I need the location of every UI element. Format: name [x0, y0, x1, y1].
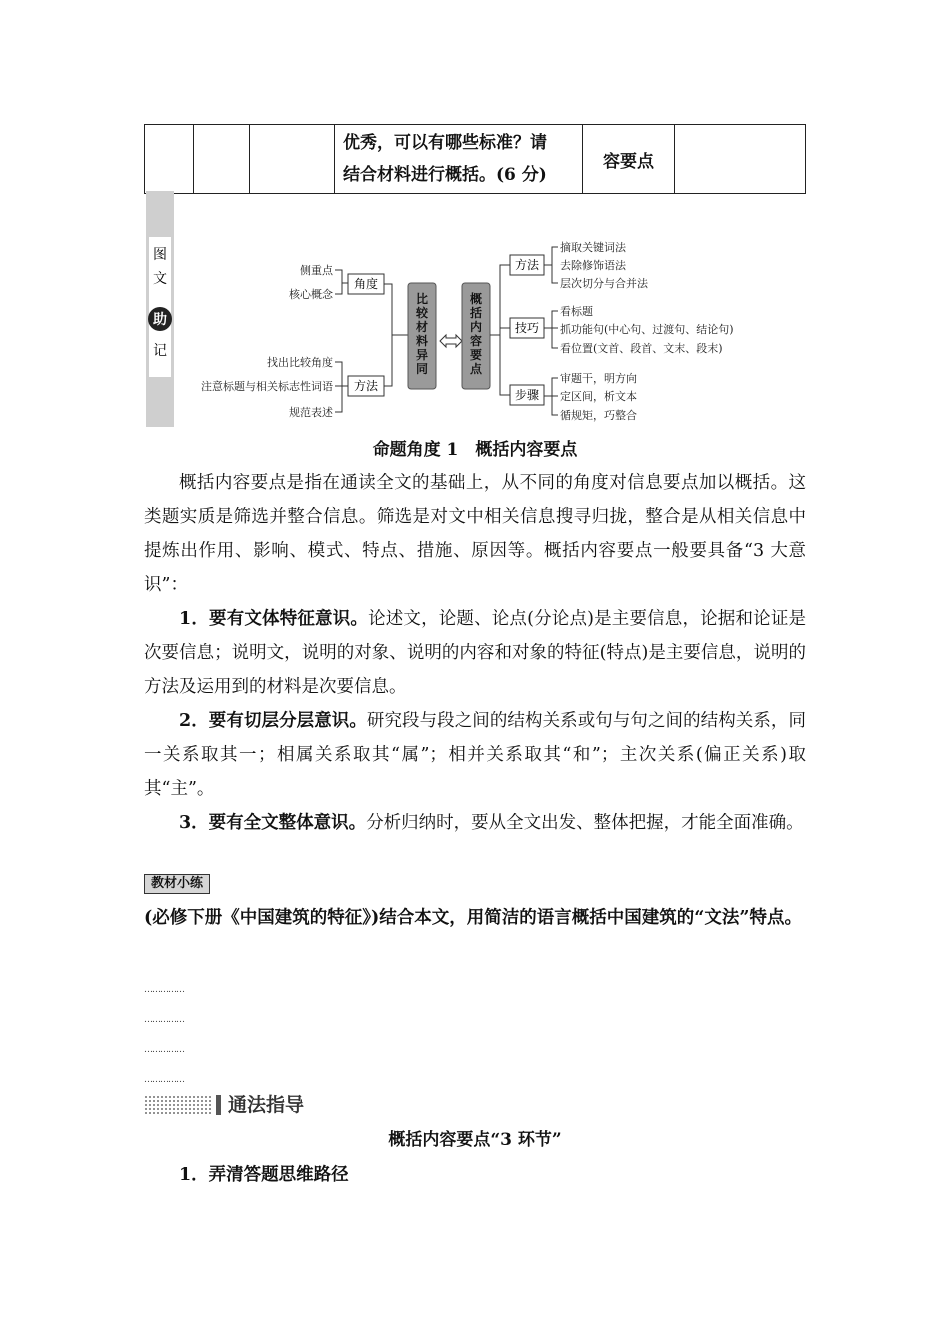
node-summarize-char: 点: [469, 362, 483, 376]
node-compare-char: 比: [415, 292, 429, 306]
subsection-title: 概括内容要点“3 环节”: [388, 1130, 562, 1150]
question-line-2: 结合材料进行概括。(6 分): [343, 165, 547, 185]
exercise-tag: 教材小练: [144, 874, 210, 894]
mind-map-diagram: [146, 191, 786, 429]
side-label-char: 文: [153, 271, 167, 287]
right-item: 看标题: [560, 305, 593, 318]
answer-line[interactable]: ……………: [144, 1075, 184, 1085]
right-item: 层次切分与合并法: [560, 277, 648, 290]
answer-line[interactable]: ……………: [144, 985, 184, 995]
exercise-text: [144, 901, 806, 935]
banner-title: 通法指导: [228, 1094, 305, 1116]
step-1: 1．弄清答题思维路径: [179, 1165, 349, 1185]
table-cell-answer: 容要点: [583, 125, 675, 194]
left-item: 规范表述: [289, 406, 333, 419]
connector: [384, 284, 392, 386]
node-steps-label: 步骤: [514, 388, 540, 402]
right-item: 定区间，析文本: [560, 390, 637, 403]
node-summarize-char: 容: [469, 334, 483, 348]
node-compare-char: 同: [415, 362, 429, 376]
node-angle-label: 角度: [353, 277, 379, 291]
connector: [335, 362, 342, 412]
node-summarize-char: 括: [469, 306, 483, 320]
left-item: 找出比较角度: [267, 356, 333, 369]
point-1: [144, 602, 806, 704]
connector: [552, 247, 558, 283]
table-cell-empty: [145, 125, 194, 194]
table-cell-empty: [194, 125, 250, 194]
right-item: 去除修饰语法: [560, 259, 626, 272]
side-label-char: 记: [153, 343, 167, 359]
right-item: 摘取关键词法: [560, 241, 626, 254]
point-2: [144, 704, 806, 806]
left-item: 核心概念: [289, 288, 333, 301]
question-table: [144, 124, 806, 194]
connector: [500, 265, 510, 395]
node-compare-char: 异: [415, 348, 429, 362]
point-2-text: 研究段与段之间的结构关系或句与句之间的结构关系，同一关系取其一；相属关系取其“属”；相并关系取其“和”；主次关系(偏正关系)取其“主”。: [144, 711, 806, 799]
point-3-text: 分析归纳时，要从全文出发、整体把握，才能全面准确。: [366, 813, 804, 833]
point-1-head: 1．要有文体特征意识。: [179, 609, 369, 629]
method-banner: [144, 1092, 344, 1118]
right-item: 循规矩，巧整合: [560, 409, 637, 422]
point-3: [144, 806, 806, 840]
node-summarize-char: 要: [469, 348, 483, 362]
point-3-head: 3．要有全文整体意识。: [179, 813, 367, 833]
connector: [552, 311, 558, 348]
node-method-right-label: 方法: [514, 258, 540, 272]
node-summarize-char: 概: [469, 292, 483, 306]
banner-dot-pattern: [144, 1095, 212, 1115]
table-cell-question: [335, 125, 583, 194]
answer-line[interactable]: ……………: [144, 1045, 184, 1055]
node-compare-char: 材: [415, 320, 429, 334]
right-item: 抓功能句(中心句、过渡句、结论句): [560, 323, 734, 336]
right-item: 看位置(文首、段首、文末、段末): [560, 342, 723, 355]
exercise-text-content: (必修下册《中国建筑的特征》)结合本文，用简洁的语言概括中国建筑的“文法”特点。: [144, 908, 802, 928]
double-arrow-icon: [440, 335, 462, 347]
connector: [335, 270, 342, 294]
section-title: 命题角度 1 概括内容要点: [372, 440, 578, 460]
answer-line[interactable]: ……………: [144, 1015, 184, 1025]
left-item: 侧重点: [300, 264, 333, 277]
side-label-char: 图: [153, 247, 167, 263]
table-cell-empty: [250, 125, 335, 194]
table-cell-empty: [675, 125, 806, 194]
question-line-1: 优秀，可以有哪些标准？请: [343, 133, 547, 153]
intro-paragraph: 概括内容要点是指在通读全文的基础上，从不同的角度对信息要点加以概括。这类题实质是筛选并整合信息。筛选是对文中相关信息搜寻归拢，整合是从相关信息中提炼出作用、影响、模式、特点、措施、原因等。概括内容要点一般要具备“3 大意识”：: [144, 473, 807, 595]
node-compare-char: 料: [415, 334, 429, 348]
node-method-left-label: 方法: [353, 379, 379, 393]
node-skill-label: 技巧: [514, 321, 540, 335]
right-item: 审题干，明方向: [560, 372, 637, 385]
node-compare-char: 较: [415, 306, 429, 320]
point-1-text: 论述文，论题、论点(分论点)是主要信息，论据和论证是次要信息；说明文，说明的对象、说明的内容和对象的特征(特点)是主要信息，说明的方法及运用到的材料是次要信息。: [144, 609, 806, 697]
banner-bar: [216, 1095, 221, 1115]
node-summarize-char: 内: [469, 320, 483, 334]
left-item: 注意标题与相关标志性词语: [201, 380, 333, 393]
point-2-head: 2．要有切层分层意识。: [179, 711, 367, 731]
side-label-char: 助: [153, 312, 167, 328]
